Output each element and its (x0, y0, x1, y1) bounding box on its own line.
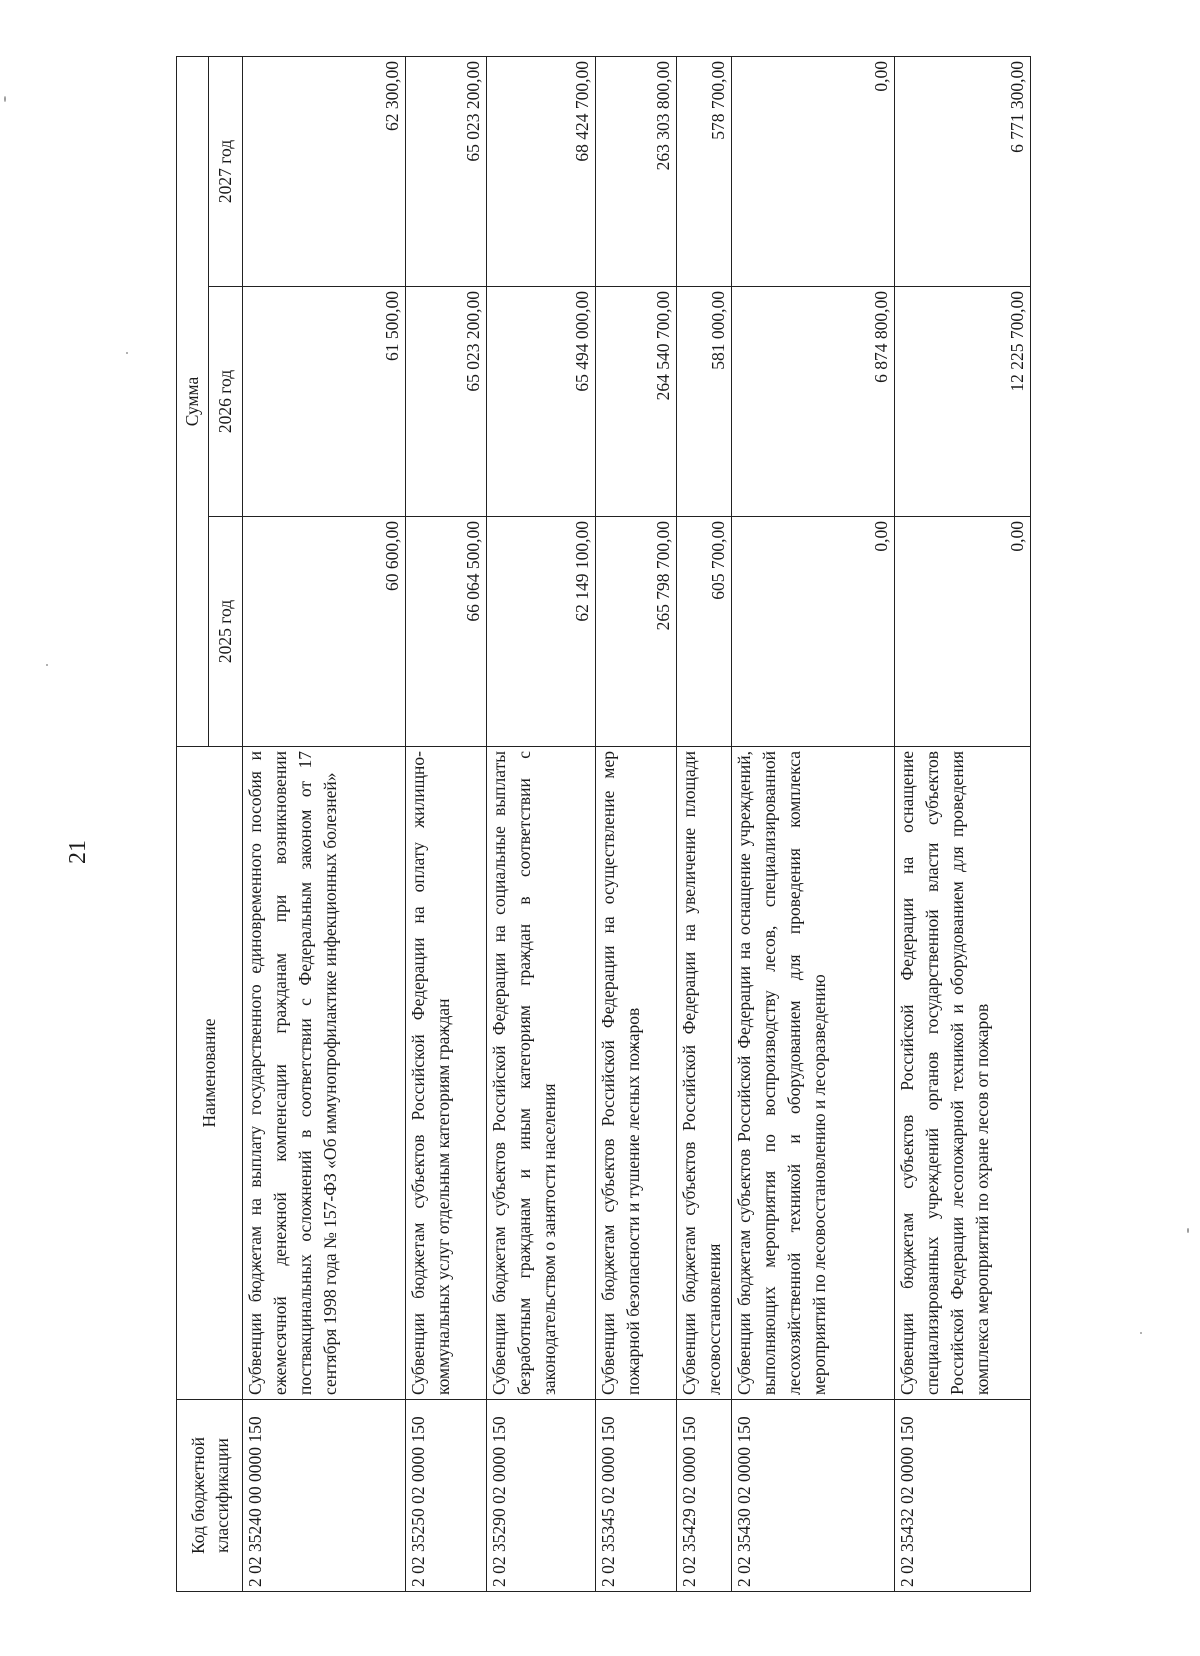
scan-speck (126, 352, 128, 354)
header-sum: Сумма (177, 56, 209, 746)
table-row (732, 56, 895, 1591)
row-amount-2026: 6 874 800,00 (732, 287, 895, 517)
table-row (595, 56, 676, 1591)
scan-speck (1187, 1228, 1189, 1233)
row-amount-2027: 6 771 300,00 (895, 56, 1031, 286)
header-year-2027: 2027 год (209, 56, 243, 286)
header-code: Код бюджетной классификации (177, 1400, 243, 1592)
row-code: 2 02 35290 02 0000 150 (487, 1400, 596, 1592)
row-amount-2025: 265 798 700,00 (595, 517, 676, 747)
row-code: 2 02 35345 02 0000 150 (595, 1400, 676, 1592)
row-amount-2027: 65 023 200,00 (405, 56, 486, 286)
row-name: Субвенции бюджетам субъектов Российской Федерации на оплату жилищно-коммунальных услуг отдельным категориям граждан (405, 747, 486, 1400)
row-amount-2025: 605 700,00 (677, 517, 732, 747)
scan-speck (1140, 1332, 1142, 1334)
row-code: 2 02 35430 02 0000 150 (732, 1400, 895, 1592)
row-amount-2027: 263 303 800,00 (595, 56, 676, 286)
table-row (243, 56, 406, 1591)
row-code: 2 02 35429 02 0000 150 (677, 1400, 732, 1592)
budget-table (176, 56, 1031, 1592)
row-amount-2025: 60 600,00 (243, 517, 406, 747)
row-amount-2025: 66 064 500,00 (405, 517, 486, 747)
row-amount-2026: 65 494 000,00 (487, 287, 596, 517)
row-amount-2026: 65 023 200,00 (405, 287, 486, 517)
row-amount-2026: 12 225 700,00 (895, 287, 1031, 517)
row-amount-2025: 0,00 (895, 517, 1031, 747)
table-row (895, 56, 1031, 1591)
row-name: Субвенции бюджетам субъектов Российской Федерации на увеличение площади лесовосстановления (677, 747, 732, 1400)
header-year-2025: 2025 год (209, 517, 243, 747)
page-number: 21 (65, 840, 91, 864)
row-amount-2026: 581 000,00 (677, 287, 732, 517)
row-amount-2025: 0,00 (732, 517, 895, 747)
header-year-2026: 2026 год (209, 287, 243, 517)
row-amount-2027: 68 424 700,00 (487, 56, 596, 286)
row-name: Субвенции бюджетам субъектов Российской Федерации на оснащение специализированных учреждений органов государственной власти субъектов Российской Федерации лесопожарной техникой и оборудованием для проведения комплекса мероприятий по охране лесов от пожаров (895, 747, 1031, 1400)
row-amount-2026: 264 540 700,00 (595, 287, 676, 517)
row-amount-2027: 578 700,00 (677, 56, 732, 286)
row-name: Субвенции бюджетам на выплату государственного единовременного пособия и ежемесячной денежной компенсации гражданам при возникновении поствакцинальных осложнений в соответствии с Федеральным законом от 17 сентября 1998 года № 157-ФЗ «Об иммунопрофилактике инфекционных болезней» (243, 747, 406, 1400)
row-code: 2 02 35240 00 0000 150 (243, 1400, 406, 1592)
row-amount-2027: 0,00 (732, 56, 895, 286)
row-code: 2 02 35250 02 0000 150 (405, 1400, 486, 1592)
header-row-top (177, 56, 209, 1591)
table-row (677, 56, 732, 1591)
row-amount-2027: 62 300,00 (243, 56, 406, 286)
row-amount-2026: 61 500,00 (243, 287, 406, 517)
header-name: Наименование (177, 747, 243, 1400)
row-name: Субвенции бюджетам субъектов Российской Федерации на социальные выплаты безработным гражданам и иным категориям граждан в соответствии с законодательством о занятости населения (487, 747, 596, 1400)
scan-speck (4, 96, 6, 102)
table-row (405, 56, 486, 1591)
rotated-table-container (176, 57, 1031, 1592)
scan-speck (46, 664, 48, 666)
row-code: 2 02 35432 02 0000 150 (895, 1400, 1031, 1592)
table-row (487, 56, 596, 1591)
row-amount-2025: 62 149 100,00 (487, 517, 596, 747)
row-name: Субвенции бюджетам субъектов Российской Федерации на осуществление мер пожарной безопасности и тушение лесных пожаров (595, 747, 676, 1400)
row-name: Субвенции бюджетам субъектов Российской Федерации на оснащение учреждений, выполняющих мероприятия по воспроизводству лесов, специализированной лесохозяйственной техникой и оборудованием для проведения комплекса мероприятий по лесовосстановлению и лесоразведению (732, 747, 895, 1400)
